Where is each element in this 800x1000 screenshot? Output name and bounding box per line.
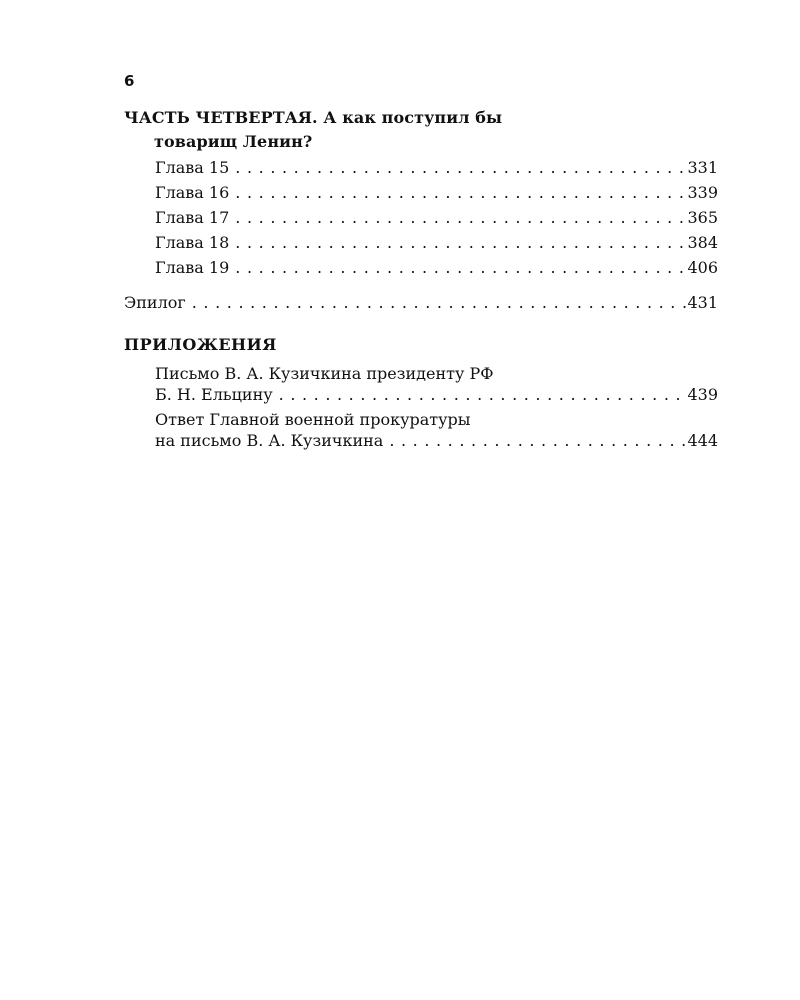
toc-entry-page: 406 [687, 258, 718, 277]
dot-leader [279, 384, 687, 406]
appendices-heading: ПРИЛОЖЕНИЯ [124, 335, 277, 354]
toc-entry-title: Глава 15 [155, 158, 230, 177]
dot-leader [235, 157, 686, 179]
dot-leader [389, 430, 686, 452]
toc-entry-page: 384 [687, 233, 718, 252]
toc-entry-title: Эпилог [124, 293, 186, 312]
part-title [124, 106, 502, 154]
dot-leader [235, 232, 686, 254]
toc-entry-title: Глава 17 [155, 208, 230, 227]
appendix-2-line1[interactable]: Ответ Главной военной прокуратуры [155, 410, 471, 429]
toc-entry-page: 439 [687, 385, 718, 404]
part-title-line2: товарищ Ленин? [154, 132, 313, 151]
page-number: 6 [124, 72, 135, 90]
toc-entry-chapter-18[interactable] [155, 232, 718, 254]
toc-entry-page: 365 [687, 208, 718, 227]
toc-entry-page: 431 [687, 293, 718, 312]
toc-entry-page: 339 [687, 183, 718, 202]
toc-entry-chapter-19[interactable] [155, 257, 718, 279]
appendix-1-line1[interactable]: Письмо В. А. Кузичкина президенту РФ [155, 364, 494, 383]
dot-leader [235, 182, 686, 204]
dot-leader [192, 292, 687, 314]
toc-entry-epilogue[interactable] [124, 292, 718, 314]
part-title-line1: ЧАСТЬ ЧЕТВЕРТАЯ. А как поступил бы [124, 108, 503, 127]
toc-entry-title: Б. Н. Ельцину [155, 385, 273, 404]
toc-entry-appendix-2[interactable] [155, 430, 718, 452]
toc-entry-chapter-17[interactable] [155, 207, 718, 229]
dot-leader [235, 257, 686, 279]
dot-leader [235, 207, 686, 229]
toc-entry-title: Глава 19 [155, 258, 230, 277]
toc-entry-title: Глава 16 [155, 183, 230, 202]
toc-entry-page: 444 [687, 431, 718, 450]
toc-entry-page: 331 [687, 158, 718, 177]
toc-entry-title: Глава 18 [155, 233, 230, 252]
toc-entry-chapter-16[interactable] [155, 182, 718, 204]
toc-entry-chapter-15[interactable] [155, 157, 718, 179]
toc-entry-title: на письмо В. А. Кузичкина [155, 431, 384, 450]
toc-entry-appendix-1[interactable] [155, 384, 718, 406]
